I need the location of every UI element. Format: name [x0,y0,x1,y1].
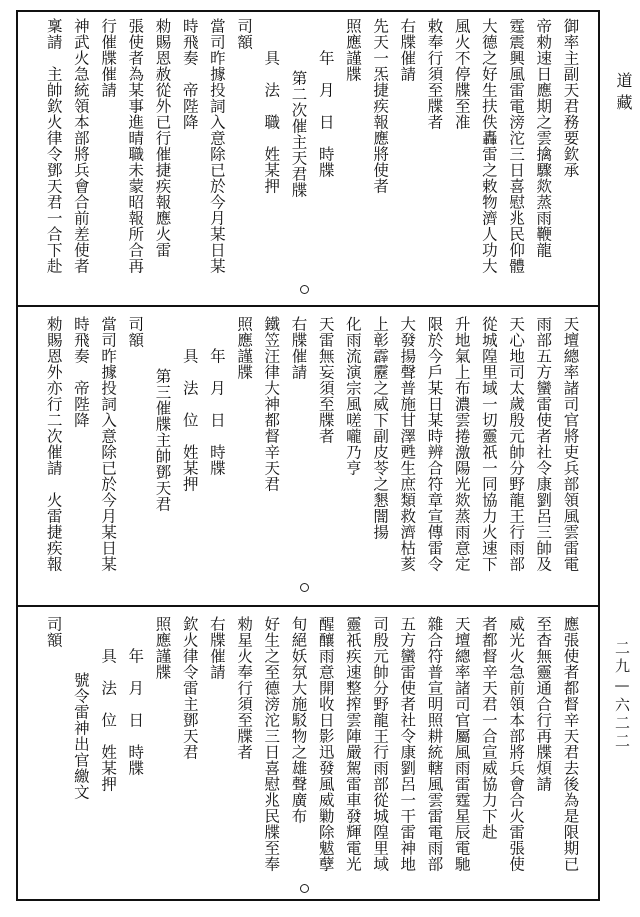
text-column: 勑賜恩赦從外已行催捷疾報應火雷 [153,18,172,258]
text-panel-top [18,14,598,284]
text-column: 照應謹牒 [235,316,254,380]
text-column: 司額 [44,616,63,648]
text-column: 上彰霹靂之威下副皮苓之懇闇揚 [371,316,390,540]
text-column: 升地氣上布濃雲捲激陽光欻蒸雨意定 [452,316,471,572]
text-column: 第二次催主天君牒 [289,70,308,198]
text-column: 者都督辛天君一合宣威協力下赴 [479,616,498,840]
binding-hole-marker [300,884,309,893]
text-column: 旬絕妖氛大施駁物之雄聲廣布 [289,616,308,824]
text-column: 欽火律令雷主鄧天君 [180,616,199,760]
text-column: 年 月 日 時牒 [207,348,226,476]
text-column: 司殷元帥分野龍王行雨部從城隍里域 [371,616,390,872]
text-column: 好生之至德滂沱三日喜慰兆民牒至奉 [262,616,281,872]
text-column: 右牒催請 [207,616,226,680]
text-column: 靈祇疾速整搾雲陣嚴駕雷車發輝電光 [343,616,362,872]
text-column: 化雨流演宗風嗟嚨乃亨 [343,316,362,476]
text-column: 年 月 日 時牒 [316,50,335,178]
text-column: 時飛奏 帝陛降 [180,18,199,130]
text-column: 大發揚聲普施甘澤甦生庶類救濟枯荄 [398,316,417,572]
header-title: 道藏 [614,72,633,116]
binding-hole-marker [300,583,309,592]
text-column: 大德之好生扶佚轟雷之敕物濟人功大 [479,18,498,274]
text-column: 神武火急統領本部將兵會合前差使者 [71,18,90,274]
text-column: 行催牒催請 [99,18,118,98]
text-column: 張使者為某事進晴職未蒙昭報所合再 [126,18,145,274]
text-column: 天壇總率諸司官屬風雨雷霆星辰電馳 [452,616,471,872]
text-column: 具 法 位 姓某押 [99,648,118,792]
text-column: 御率主副天君務要欽承 [561,18,580,178]
text-panel-middle [18,312,598,582]
text-column: 司額 [235,18,254,50]
text-column: 雨部五方蠻雷使者社令康劉呂三帥及 [534,316,553,572]
text-column: 當司昨據投詞入意除已於今月某日某 [207,18,226,274]
text-column: 至杳無靈通合行再牒煩請 [534,616,553,792]
text-panel-bottom [18,612,598,882]
text-column: 右牒催請 [289,316,308,380]
text-column: 天壇總率諸司官將吏兵部領風雲雷電 [561,316,580,572]
binding-hole-marker [300,285,309,294]
panel-divider-top [18,305,598,307]
text-column: 號令雷神出官繳文 [71,672,90,800]
text-column: 應張使者都督辛天君去後為是限期已 [561,616,580,872]
text-column: 時飛奏 帝陛降 [71,316,90,428]
page-number: 二九—六二二 [613,640,631,751]
text-column: 當司昨據投詞入意除已於今月某日某 [99,316,118,572]
text-column: 第三催牒主帥鄧天君 [153,368,172,512]
text-column: 敕奉行須至牒者 [425,18,444,130]
text-column: 從城隍里域一切靈祇一同協力火速下 [479,316,498,572]
text-column: 年 月 日 時牒 [126,648,145,776]
text-column: 稟請 主帥欽火律令鄧天君一合下赴 [44,18,63,274]
text-column: 霆震興風雷電滂沱三日喜慰兆民仰體 [507,18,526,274]
text-column: 鐵笠汪律大神都督辛天君 [262,316,281,492]
text-column: 照應謹牒 [343,18,362,82]
text-column: 五方蠻雷使者社令康劉呂一干雷神地 [398,616,417,872]
text-column: 司額 [126,316,145,348]
text-column: 勑賜恩外亦行二次催請 火雷捷疾報 [44,316,63,572]
text-column: 雜合符普宣明照耕統轄風雲雷電雨部 [425,616,444,872]
text-column: 醒釀雨意開收日影迅發風威勦除魃孽 [316,616,335,872]
text-column: 具 法 位 姓某押 [180,348,199,492]
text-column: 右牒催請 [398,18,417,82]
text-column: 帝勑速日應期之雲擒驟欻蒸雨鞭龍 [534,18,553,258]
text-column: 限於今戶某日某時辨合符章宣傳雷令 [425,316,444,572]
text-column: 風火不停牒至准 [452,18,471,130]
panel-divider-bottom [18,605,598,607]
text-column: 天心地司太歲殷元帥分野龍王行雨部 [507,316,526,572]
text-column: 勑星火奉行須至牒者 [235,616,254,760]
text-column: 照應謹牒 [153,616,172,680]
text-column: 天雷無妄須至牒者 [316,316,335,444]
text-column: 具 法 職 姓某押 [262,50,281,194]
text-column: 威光火急前領本部將兵會合火雷張使 [507,616,526,872]
text-column: 先天一炁捷疾報應將使者 [371,18,390,194]
